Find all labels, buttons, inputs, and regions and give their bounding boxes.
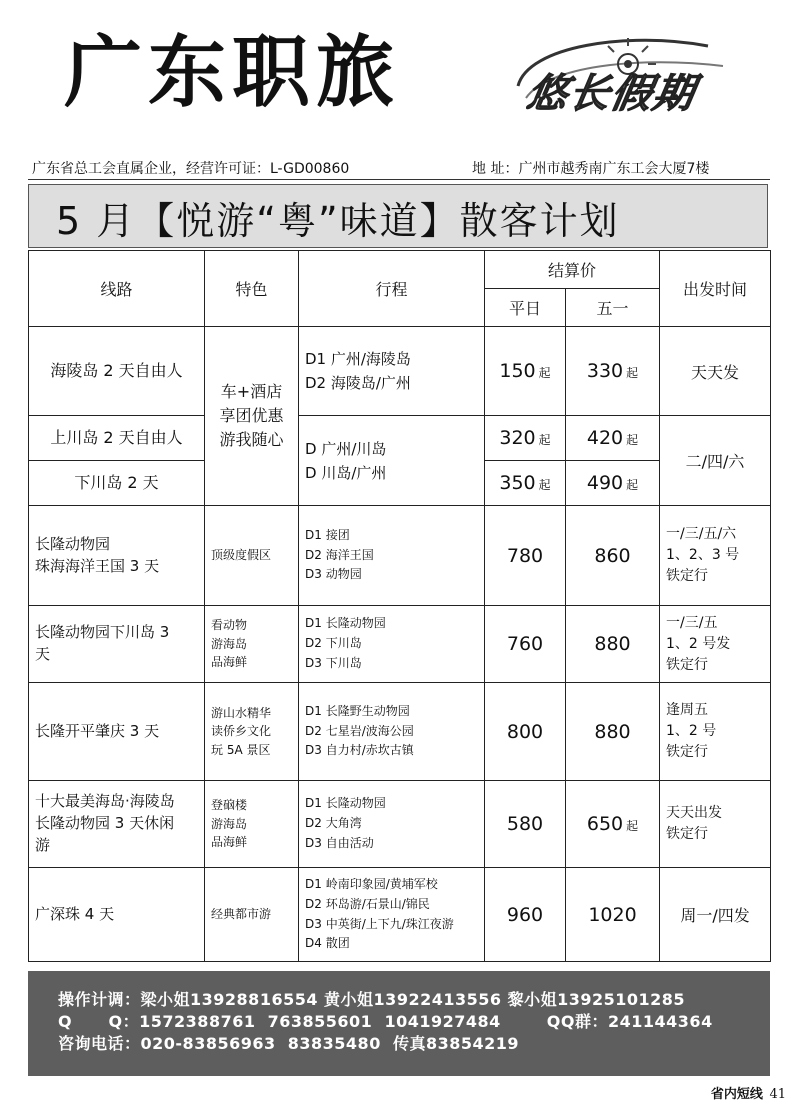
route-cell: 长隆动物园下川岛 3 天 [29, 606, 205, 683]
header-may-day: 五一 [566, 289, 660, 327]
may-day-price: 490 起 [566, 461, 660, 506]
table-row [29, 781, 771, 868]
brand-title: 广东职旅 [64, 28, 401, 118]
route-cell: 上川岛 2 天自由人 [29, 416, 205, 461]
itinerary-cell: D 广州/川岛 D 川岛/广州 [299, 416, 485, 506]
header-itinerary: 行程 [299, 251, 485, 327]
route-cell: 长隆动物园 珠海海洋王国 3 天 [29, 506, 205, 606]
departure-cell: 一/三/五 1、2 号发 铁定行 [660, 606, 771, 683]
company-address: 地 址：广州市越秀南广东工会大厦7楼 [472, 161, 710, 177]
feature-cell: 登硇楼 游海岛 品海鲜 [205, 781, 299, 868]
may-day-price: 880 [566, 683, 660, 781]
phone-contacts: 咨询电话：020-83856963 83835480 传真83854219 [58, 1034, 520, 1053]
weekday-price: 960 [485, 868, 566, 962]
weekday-price: 350 起 [485, 461, 566, 506]
feature-cell: 看动物 游海岛 品海鲜 [205, 606, 299, 683]
table-row [29, 327, 771, 416]
may-day-price: 880 [566, 606, 660, 683]
ops-contacts: 操作计调：梁小姐13928816554 黄小姐13922413556 黎小姐13925101285 [58, 990, 686, 1009]
may-day-price: 650 起 [566, 781, 660, 868]
route-cell: 下川岛 2 天 [29, 461, 205, 506]
departure-cell: 周一/四发 [660, 868, 771, 962]
header-route: 线路 [29, 251, 205, 327]
plan-title: 5 月【悦游“粤”味道】散客计划 [56, 199, 620, 243]
weekday-price: 150 起 [485, 327, 566, 416]
may-day-price: 330 起 [566, 327, 660, 416]
tour-plan-table [28, 250, 771, 962]
header-price: 结算价 [485, 251, 660, 289]
section-name: 省内短线 [710, 1087, 763, 1102]
may-day-price: 420 起 [566, 416, 660, 461]
feature-cell: 游山水精华 读侨乡文化 玩 5A 景区 [205, 683, 299, 781]
table-row [29, 506, 771, 606]
feature-cell: 经典都市游 [205, 868, 299, 962]
itinerary-cell: D1 广州/海陵岛 D2 海陵岛/广州 [299, 327, 485, 416]
itinerary-cell: D1 长隆野生动物园 D2 七星岩/波海公园 D3 自力村/赤坎古镇 [299, 683, 485, 781]
table-row [29, 683, 771, 781]
table-row [29, 416, 771, 461]
table-row [29, 868, 771, 962]
company-info: 广东省总工会直属企业，经营许可证：L-GD00860 [32, 161, 350, 177]
may-day-price: 1020 [566, 868, 660, 962]
feature-cell: 车+酒店 享团优惠 游我随心 [205, 327, 299, 506]
itinerary-cell: D1 长隆动物园 D2 下川岛 D3 下川岛 [299, 606, 485, 683]
header-feature: 特色 [205, 251, 299, 327]
route-cell: 十大最美海岛·海陵岛 长隆动物园 3 天休闲 游 [29, 781, 205, 868]
itinerary-cell: D1 岭南印象园/黄埔军校 D2 环岛游/石景山/锦民 D3 中英街/上下九/珠江夜游 D4 散团 [299, 868, 485, 962]
header-weekday: 平日 [485, 289, 566, 327]
logo-text: 悠长假期 [523, 71, 700, 117]
weekday-price: 800 [485, 683, 566, 781]
weekday-price: 760 [485, 606, 566, 683]
page-footer [711, 1083, 786, 1102]
feature-cell: 顶级度假区 [205, 506, 299, 606]
divider [28, 179, 770, 180]
qq-contacts: Q Q：1572388761 763855601 1041927484 QQ群：241144364 [58, 1012, 713, 1031]
weekday-price: 780 [485, 506, 566, 606]
page-number: 41 [769, 1087, 786, 1102]
route-cell: 广深珠 4 天 [29, 868, 205, 962]
route-cell: 长隆开平肇庆 3 天 [29, 683, 205, 781]
departure-cell: 天天发 [660, 327, 771, 416]
weekday-price: 580 [485, 781, 566, 868]
departure-cell: 二/四/六 [660, 416, 771, 506]
may-day-price: 860 [566, 506, 660, 606]
contact-footer [28, 971, 770, 1076]
itinerary-cell: D1 接团 D2 海洋王国 D3 动物园 [299, 506, 485, 606]
table-row [29, 606, 771, 683]
weekday-price: 320 起 [485, 416, 566, 461]
departure-cell: 一/三/五/六 1、2、3 号 铁定行 [660, 506, 771, 606]
header-departure: 出发时间 [660, 251, 771, 327]
departure-cell: 天天出发 铁定行 [660, 781, 771, 868]
departure-cell: 逢周五 1、2 号 铁定行 [660, 683, 771, 781]
itinerary-cell: D1 长隆动物园 D2 大角湾 D3 自由活动 [299, 781, 485, 868]
route-cell: 海陵岛 2 天自由人 [29, 327, 205, 416]
